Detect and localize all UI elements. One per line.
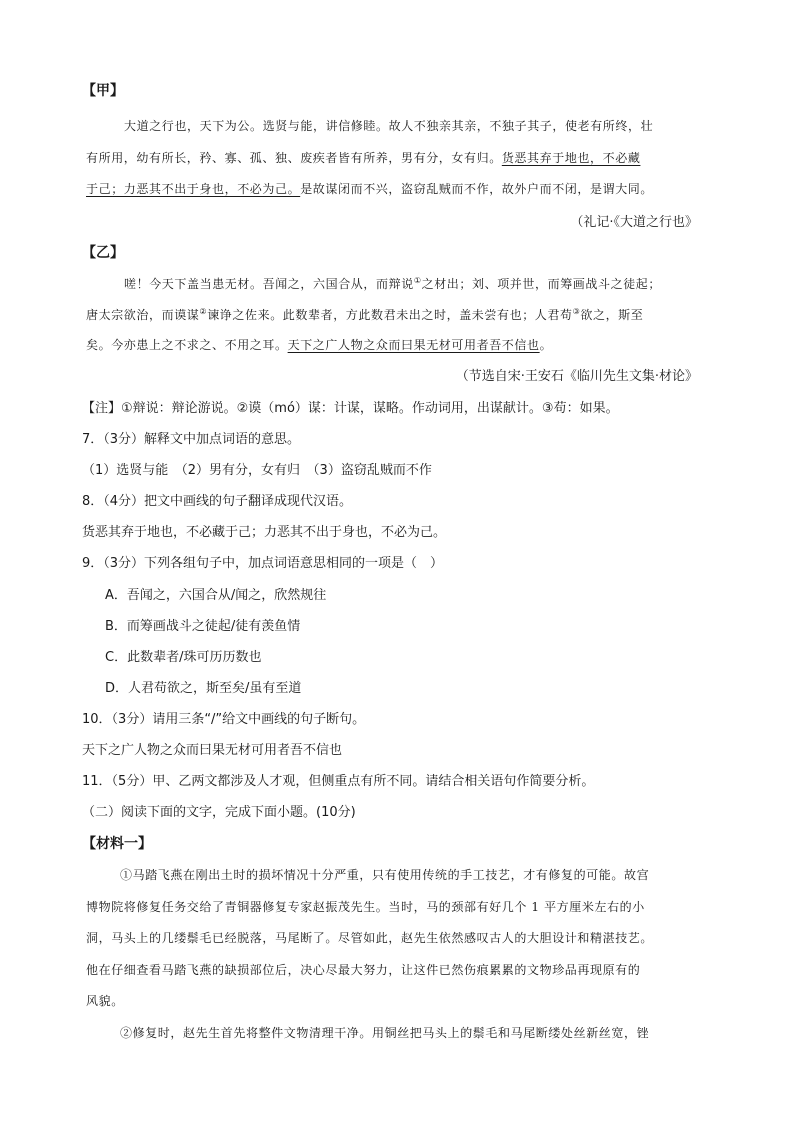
question-10-sentence: 天下之广人物之众而曰果无材可用者吾不信也 <box>82 743 343 758</box>
question-9: 9．（3分）下列各组句子中，加点词语意思相同的一项是（ ） <box>82 556 444 571</box>
material-p1-line-1: ①马踏飞燕在刚出土时的损坏情况十分严重，只有使用传统的手工技艺，才有修复的可能。故宫 <box>120 868 650 882</box>
yi-line-1-text: 嗟！今天下盖当患无材。吾闻之，六国合从，而辩说 <box>124 277 414 291</box>
question-8: 8．（4分）把文中画线的句子翻译成现代汉语。 <box>82 494 353 509</box>
yi-source: （节选自宋·王安石《临川先生文集·材论》 <box>455 369 698 384</box>
jia-line-3-text: 是故谋闭而不兴，盗窃乱贼而不作，故外户而不闭，是谓大同。 <box>300 182 654 196</box>
material-p1-line-3: 洞，马头上的几缕鬃毛已经脱落，马尾断了。尽管如此，赵先生依然感叹古人的大胆设计和精湛技艺。 <box>86 931 654 945</box>
yi-line-1 <box>124 275 661 292</box>
jia-line-2 <box>86 149 640 166</box>
question-7: 7．（3分）解释文中加点词语的意思。 <box>82 432 301 447</box>
material-p1-line-5: 风貌。 <box>86 994 124 1008</box>
question-8-sentence: 货恶其弃于地也，不必藏于己；力恶其不出于身也，不必为己。 <box>82 525 447 540</box>
jia-source: （礼记·《大道之行也》 <box>570 215 698 230</box>
footnote-marker-2: ② <box>199 307 208 316</box>
jia-underlined-sentence-start: 货恶其弃于地也，不必藏 <box>501 151 641 165</box>
yi-underlined-sentence: 天下之广人物之众而曰果无材可用者吾不信也 <box>287 338 540 352</box>
material-p1-line-2: 博物院将修复任务交给了青铜器修复专家赵振茂先生。当时，马的颈部有好几个 1 平方厘米左右的小 <box>86 900 645 914</box>
question-10: 10．（3分）请用三条“/”给文中画线的句子断句。 <box>82 712 366 727</box>
question-11: 11．（5分）甲、乙两文都涉及人才观，但侧重点有所不同。请结合相关语句作简要分析。 <box>82 774 595 789</box>
question-9-option-d: D．人君苟欲之，斯至矣/虽有至道 <box>105 681 302 696</box>
section-header-jia: 【甲】 <box>82 83 124 99</box>
footnote-marker-3: ③ <box>572 307 581 316</box>
yi-line-3-end: 。 <box>539 338 553 352</box>
yi-line-1-text-b: 之材出；刘、项并世，而筹画战斗之徒起； <box>421 277 661 291</box>
material-p2-line-1: ②修复时，赵先生首先将整件文物清理干净。用铜丝把马头上的鬃毛和马尾断缕处丝新丝宽，锉 <box>120 1026 650 1040</box>
yi-line-2-text-b: 谏诤之佐来。此数辈者，方此数君未出之时，盖未尝有也；人君苟 <box>207 308 573 322</box>
yi-line-3 <box>86 336 552 353</box>
yi-line-3-text: 矣。今亦患上之不求之、不用之耳。 <box>86 338 288 352</box>
jia-line-3 <box>86 180 653 197</box>
question-9-option-a: A．吾闻之，六国合从/闻之，欣然规往 <box>105 588 327 603</box>
question-9-option-c: C．此数辈者/珠可历历数也 <box>105 650 262 665</box>
yi-line-2 <box>86 306 643 323</box>
question-9-option-b: B．而筹画战斗之徒起/徒有羡鱼情 <box>105 619 301 634</box>
yi-line-2-text: 唐太宗欲治，而谟谋 <box>86 308 200 322</box>
footnote-marker-1: ① <box>413 276 422 285</box>
part-two-heading: （二）阅读下面的文字，完成下面小题。(10分) <box>82 805 356 820</box>
annotation-note: 【注】①辩说：辩论游说。②谟（mó）谋：计谋，谋略。作动词用，出谋献计。③苟：如果。 <box>82 401 619 416</box>
material-one-header: 【材料一】 <box>82 836 152 852</box>
yi-line-2-text-c: 欲之，斯至 <box>580 308 644 322</box>
jia-underlined-sentence-end: 于己；力恶其不出于身也，不必为己。 <box>86 182 301 196</box>
question-7-items: （1）选贤与能 （2）男有分，女有归 （3）盗窃乱贼而不作 <box>82 463 432 478</box>
material-p1-line-4: 他在仔细查看马踏飞燕的缺损部位后，决心尽最大努力，让这件已然伤痕累累的文物珍品再现原有的 <box>86 963 641 977</box>
jia-line-1: 大道之行也，天下为公。选贤与能，讲信修睦。故人不独亲其亲，不独子其子，使老有所终，壮 <box>124 119 654 133</box>
jia-line-2-text: 有所用，幼有所长，矜、寡、孤、独、废疾者皆有所养，男有分，女有归。 <box>86 151 502 165</box>
section-header-yi: 【乙】 <box>82 245 124 261</box>
